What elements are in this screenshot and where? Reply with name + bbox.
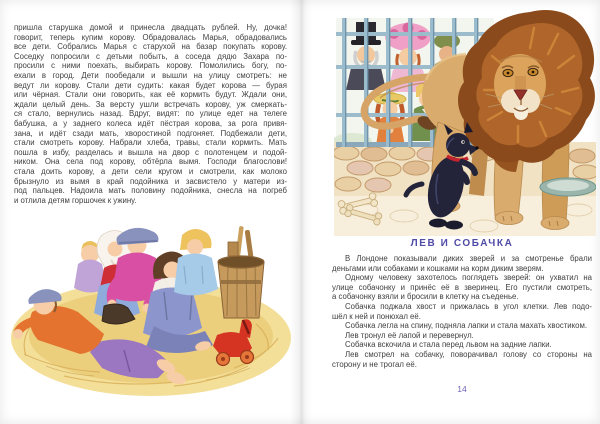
text-line: Лев смотрел на собачку, поворачивал голову со стороны на: [345, 349, 592, 359]
text-line: пошла в избу, разделась и вышла на двор с полотенцем и подой-: [14, 147, 287, 157]
text-line: зана, и идёт сзади мать, хворостиной подгоняет. Подбежали дети,: [14, 128, 287, 138]
text-line: Лев тронул её лапой и перевернул.: [345, 330, 474, 340]
text-line: и отлила детям горшочек к ужину.: [14, 195, 137, 205]
child-blue-boy: [174, 229, 218, 295]
left-page-text: [14, 23, 287, 205]
text-line: а собачонку взяли и бросили в клетку на съеденье.: [332, 292, 519, 302]
text-line: В Лондоне показывали диких зверей и за смотренье брали: [345, 254, 592, 263]
wooden-bucket: [218, 226, 264, 318]
text-line: стали смотреть корову. Набрали хлеба, травы, стали кормить. Мать: [14, 138, 287, 148]
feeding-plate: [540, 178, 596, 196]
text-line: ся стало, вернулись назад. Вдруг, видят: по улице едет на телеге: [14, 109, 287, 119]
text-line: Собачка легла на спину, подняла лапки и стала махать хвостиком.: [345, 321, 588, 331]
text-line: говорит, теперь купим корову. Обрадовалась Марья, обрадовались: [14, 32, 287, 42]
text-line: брызнуло из вымя в край подойника и засвистело у матери из-: [14, 176, 287, 186]
children-illustration: [6, 216, 294, 404]
text-line: ждали целый день. За версту ушли встречать корову, уж смеркать-: [14, 99, 287, 109]
text-line: Соседку попросили с детьми побыть, а соседа дядю Захара по-: [14, 51, 287, 61]
text-line: бабушка, а у заднего колеса идёт пёстрая корова, за рога привя-: [14, 118, 287, 128]
text-line: пришла старушка домой и принесла двадцать рублей. Ну, дочка!: [14, 23, 287, 32]
page-number: 14: [457, 384, 467, 394]
text-line: стала доить корову, а дети сели кругом и смотрели, как молоко: [14, 166, 287, 176]
text-line: или чёрная. Стали они говорить, как её кормить будут. Ждали они,: [14, 90, 287, 100]
story-title: ЛЕВ И СОБАЧКА: [410, 238, 514, 249]
text-line: под пальцев. Надоила мать половину подойника, снесла на погреб: [14, 186, 287, 196]
text-line: Одному человеку захотелось поглядеть зверей: он ухватил на: [345, 273, 592, 283]
text-line: ником. Она села под корову, обтёрла вымя. Господи благослови!: [14, 157, 287, 167]
right-page-text: [332, 254, 592, 369]
text-line: ведут ли корову. Стали дети судить: какая будет корова — бурая: [14, 80, 287, 90]
text-line: сторону и не трогал её.: [332, 359, 417, 369]
text-line: все дети. Собрались Марья с старухой на базар покупать корову.: [14, 42, 287, 52]
text-line: просили с ними поехать, выбирать корову. Помолились богу, по-: [14, 61, 287, 71]
text-line: Собачка поджала хвост и прижалась в угол клетки. Лев подо-: [345, 301, 592, 311]
text-line: Собачка вскочила и стала перед львом на задние лапки.: [345, 340, 552, 350]
text-line: деньгами или собаками и кошками на корм диким зверям.: [332, 263, 544, 273]
text-line: шёл к ней и понюхал её.: [332, 311, 421, 321]
text-line: ехали в город. Дети пообедали и вышли на улицу смотреть: не: [14, 70, 287, 80]
lion-and-dog-illustration: [334, 4, 596, 236]
text-line: улице собачонку и принёс её в зверинец. Его пустили смотреть,: [332, 282, 592, 292]
